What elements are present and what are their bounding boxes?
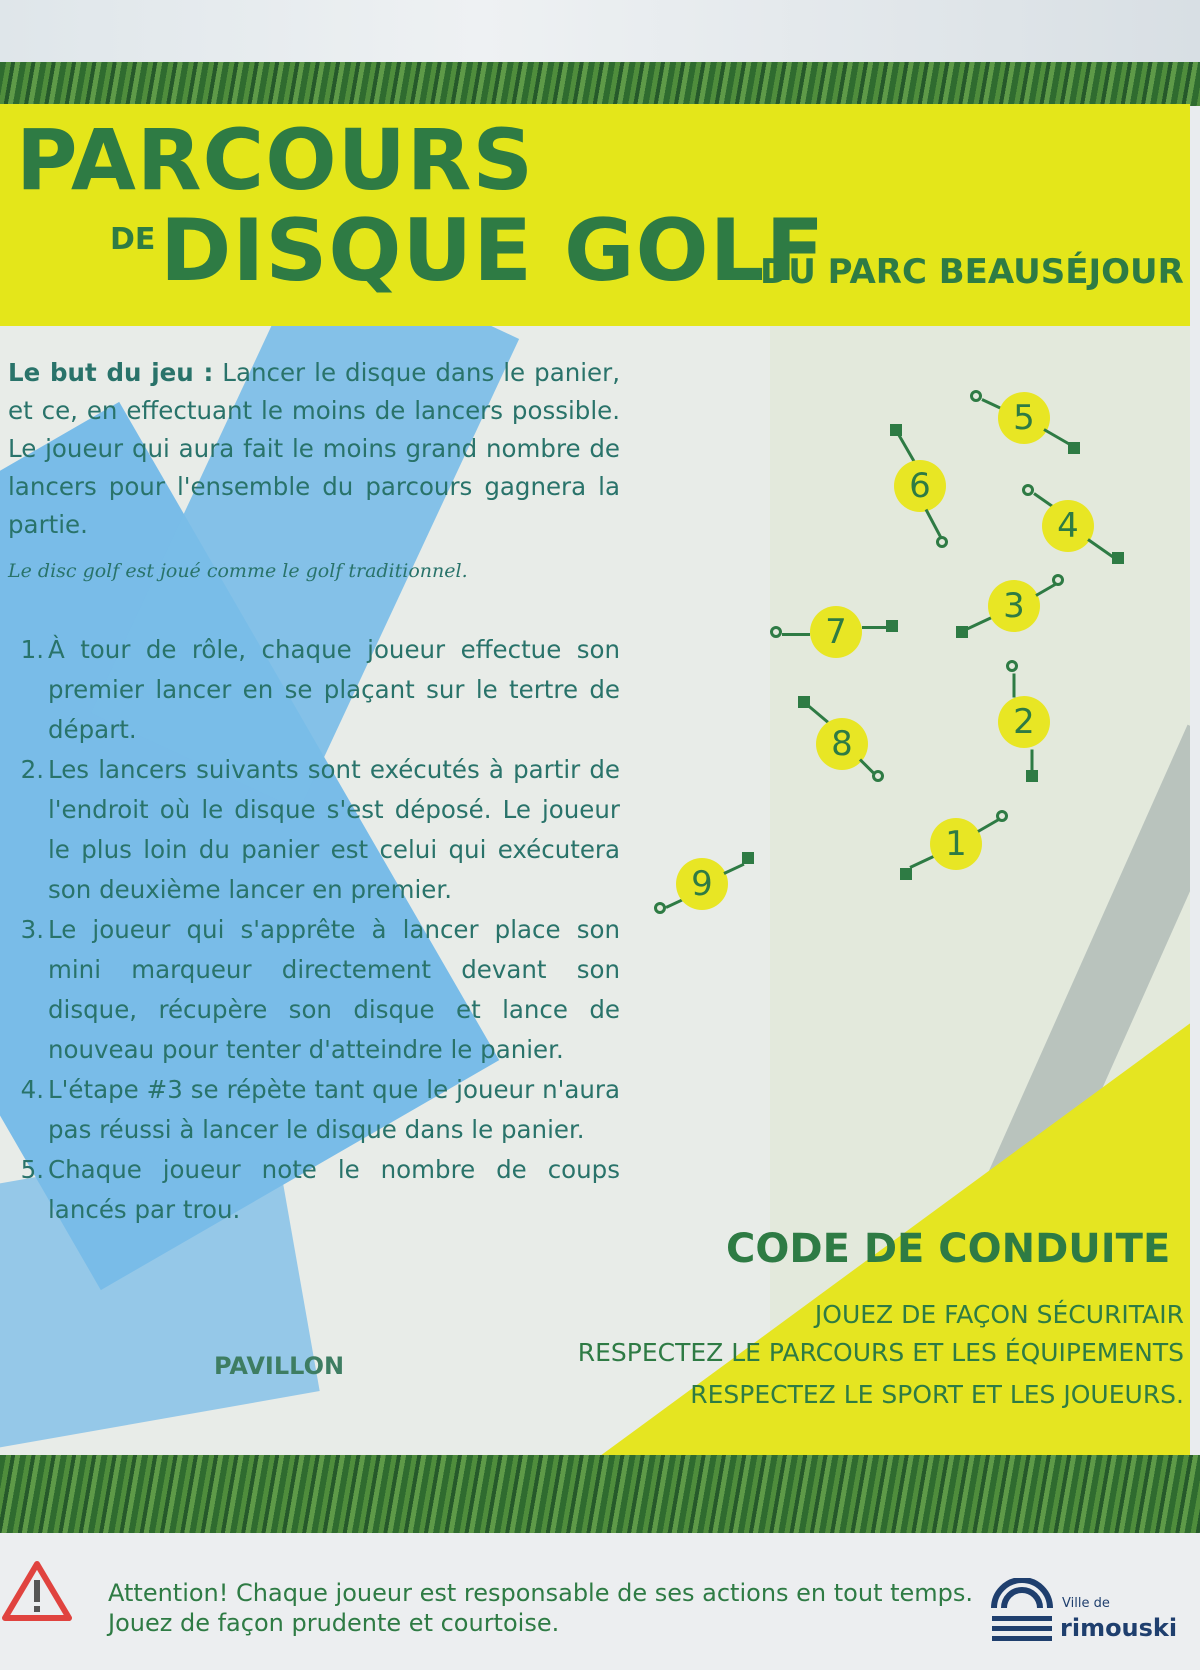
step-text: L'étape #3 se répète tant que le joueur n'aura pas réussi à lancer le disque dans le panier. (48, 1075, 620, 1144)
photo-background-top (0, 0, 1200, 62)
hole-marker-3: 3 (988, 580, 1040, 632)
code-conduite-line: RESPECTEZ LE PARCOURS ET LES ÉQUIPEMENTS (577, 1338, 1184, 1367)
tee-box-icon (1112, 552, 1124, 564)
game-goal-body: Lancer le disque dans le panier, et ce, en effectuant le moins de lancers possible. Le joueur qui aura fait le moins grand nombre de lancers pour l'ensemble du parcours gagnera la partie. (8, 358, 620, 539)
code-conduite-line: JOUEZ DE FAÇON SÉCURITAIR (814, 1300, 1184, 1329)
code-conduite-title: CODE DE CONDUITE (726, 1226, 1171, 1272)
grass-strip-bottom (0, 1455, 1200, 1533)
list-item (8, 1150, 620, 1230)
logo-text-big: rimouski (1060, 1614, 1178, 1642)
warning-icon (2, 1560, 72, 1622)
basket-icon (1006, 660, 1018, 672)
tee-box-icon (886, 620, 898, 632)
basket-icon (936, 536, 948, 548)
fairway-line (862, 626, 888, 629)
basket-icon (970, 390, 982, 402)
hole-marker-9: 9 (676, 858, 728, 910)
logo-text-small: Ville de (1062, 1596, 1110, 1611)
hole-marker-6: 6 (894, 460, 946, 512)
hole-marker-1: 1 (930, 818, 982, 870)
title-de: DE (110, 222, 156, 257)
step-number: 1. (20, 635, 44, 664)
basket-icon (996, 810, 1008, 822)
hole-marker-7: 7 (810, 606, 862, 658)
rules-list (8, 630, 620, 1230)
tee-box-icon (1068, 442, 1080, 454)
step-number: 2. (20, 755, 44, 784)
rimouski-logo-icon (988, 1578, 1056, 1648)
list-item (8, 630, 620, 750)
basket-icon (1052, 574, 1064, 586)
footer-warning (108, 1578, 973, 1638)
hole-marker-4: 4 (1042, 500, 1094, 552)
basket-icon (872, 770, 884, 782)
footer-warning-line: Attention! Chaque joueur est responsable de ses actions en tout temps. (108, 1579, 974, 1607)
list-item (8, 910, 620, 1070)
step-text: Le joueur qui s'apprête à lancer place son mini marqueur directement devant son disque, récupère son disque et lance de nouveau pour tenter d'atteindre le panier. (48, 915, 620, 1064)
hole-marker-8: 8 (816, 718, 868, 770)
tee-box-icon (742, 852, 754, 864)
fairway-line (1013, 674, 1016, 698)
basket-icon (654, 902, 666, 914)
list-item (8, 1070, 620, 1150)
map-label-pavillon: PAVILLON (214, 1352, 345, 1380)
step-text: Chaque joueur note le nombre de coups lancés par trou. (48, 1155, 620, 1224)
game-goal-text (8, 354, 620, 544)
title-parc-name: DU PARC BEAUSÉJOUR (760, 252, 1184, 292)
step-number: 4. (20, 1075, 44, 1104)
grass-strip-top (0, 62, 1200, 106)
tee-box-icon (900, 868, 912, 880)
title-parcours: PARCOURS (16, 111, 534, 209)
list-item (8, 750, 620, 910)
step-number: 3. (20, 915, 44, 944)
game-goal-lead: Le but du jeu : (8, 358, 214, 387)
step-text: Les lancers suivants sont exécutés à partir de l'endroit où le disque s'est déposé. Le joueur le plus loin du panier est celui qui exécutera son deuxième lancer en premier. (48, 755, 620, 904)
fairway-line (782, 633, 810, 636)
title-disque-golf: DISQUE GOLF (160, 201, 826, 301)
code-conduite-line: RESPECTEZ LE SPORT ET LES JOUEURS. (690, 1380, 1184, 1409)
hole-marker-2: 2 (998, 696, 1050, 748)
game-note: Le disc golf est joué comme le golf traditionnel. (8, 560, 468, 582)
step-text: À tour de rôle, chaque joueur effectue son premier lancer en se plaçant sur le tertre de départ. (48, 635, 620, 744)
footer-warning-line: Jouez de façon prudente et courtoise. (108, 1609, 560, 1637)
step-number: 5. (20, 1155, 44, 1184)
hole-marker-5: 5 (998, 392, 1050, 444)
tee-box-icon (1026, 770, 1038, 782)
basket-icon (770, 626, 782, 638)
